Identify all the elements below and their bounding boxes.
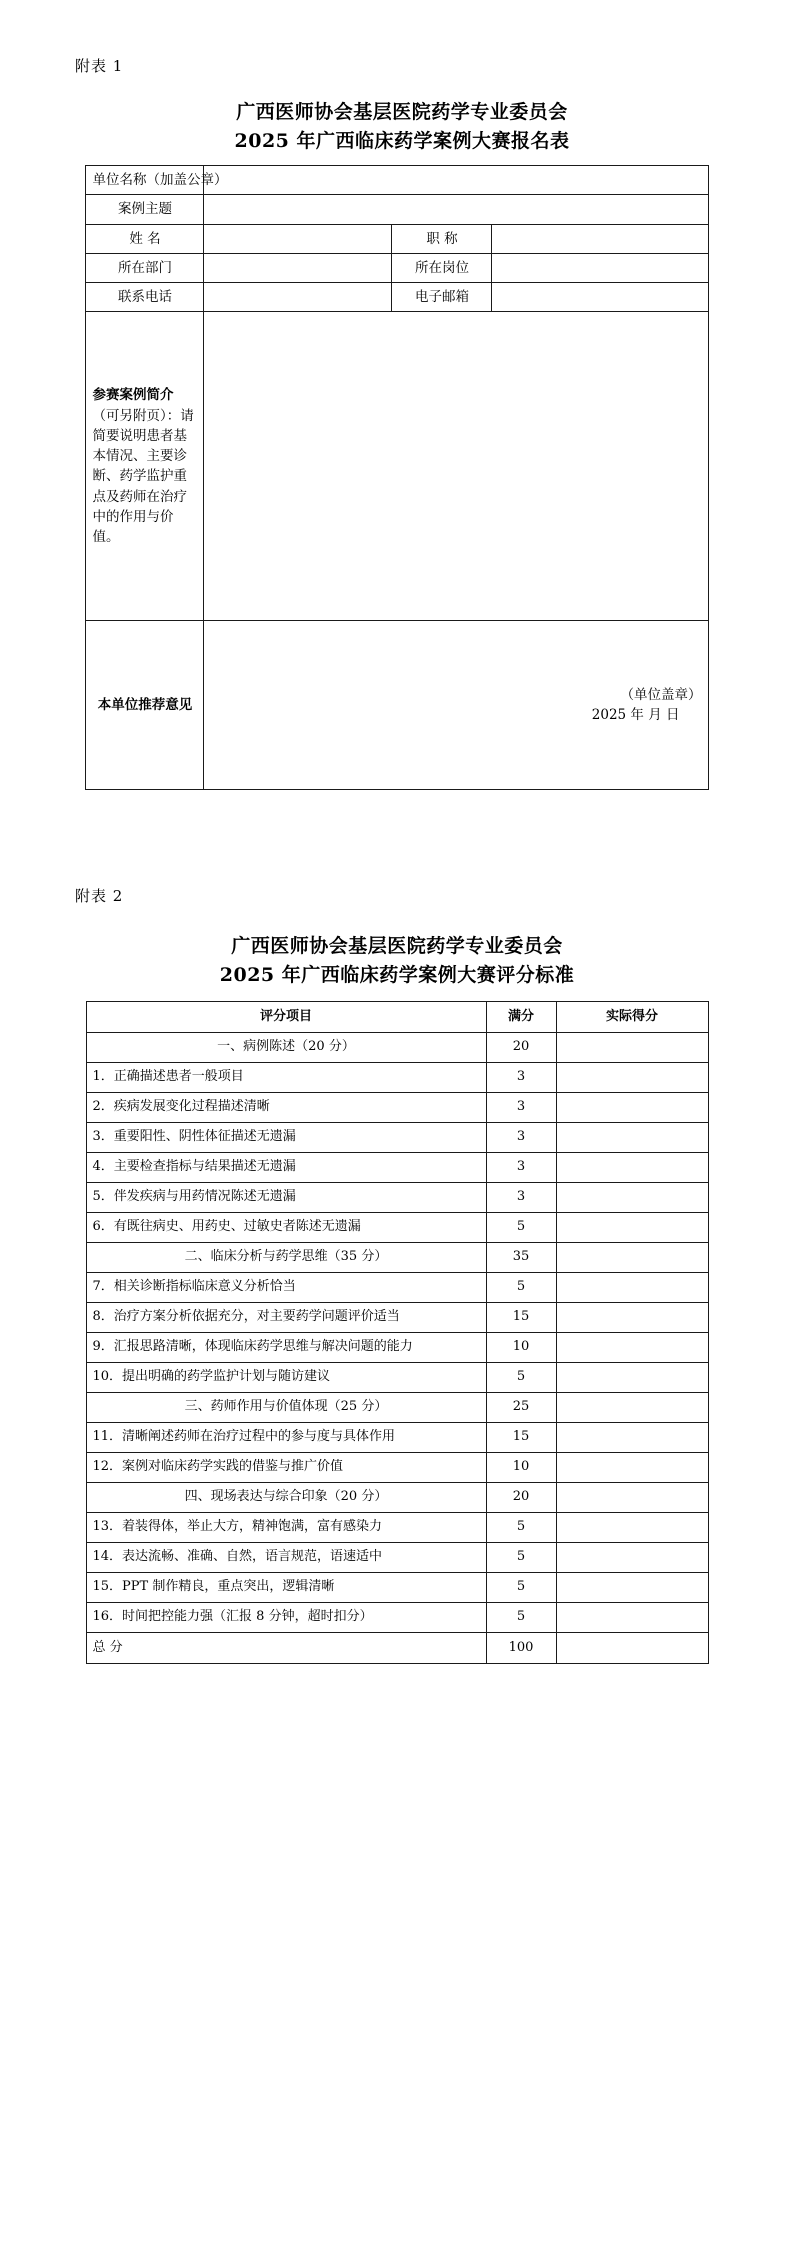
score-full-value: 3 xyxy=(486,1153,556,1183)
score-group-row xyxy=(86,1033,708,1063)
score-actual-value[interactable] xyxy=(556,1123,708,1153)
column-header-item: 评分项目 xyxy=(86,1002,486,1033)
score-item-row xyxy=(86,1093,708,1123)
score-actual-value[interactable] xyxy=(556,1333,708,1363)
field-value-case-topic[interactable] xyxy=(204,195,708,224)
field-label-org-name: 单位名称（加盖公章） xyxy=(86,166,204,195)
score-actual-value[interactable] xyxy=(556,1453,708,1483)
score-item-label: 9．汇报思路清晰，体现临床药学思维与解决问题的能力 xyxy=(86,1333,486,1363)
field-value-title[interactable] xyxy=(492,224,708,253)
table-row xyxy=(86,621,708,790)
field-label-title: 职 称 xyxy=(392,224,492,253)
score-item-label: 6．有既往病史、用药史、过敏史者陈述无遗漏 xyxy=(86,1213,486,1243)
field-value-case-intro[interactable] xyxy=(204,312,708,621)
column-header-full-score: 满分 xyxy=(486,1002,556,1033)
seal-date-text: 2025 年 月 日 xyxy=(591,707,680,724)
score-actual-value[interactable] xyxy=(556,1243,708,1273)
table-header-row xyxy=(86,1002,708,1033)
score-actual-value[interactable] xyxy=(556,1273,708,1303)
score-item-row xyxy=(86,1603,708,1633)
score-actual-value[interactable] xyxy=(556,1513,708,1543)
score-item-label: 10．提出明确的药学监护计划与随访建议 xyxy=(86,1363,486,1393)
score-item-row xyxy=(86,1573,708,1603)
column-header-actual-score: 实际得分 xyxy=(556,1002,708,1033)
registration-form-table xyxy=(85,165,708,790)
score-group-row xyxy=(86,1393,708,1423)
score-group-label: 四、现场表达与综合印象（20 分） xyxy=(86,1483,486,1513)
score-full-value: 5 xyxy=(486,1363,556,1393)
score-item-row xyxy=(86,1333,708,1363)
case-intro-label-rest: （可另附页）：请简要说明患者基本情况、主要诊断、药学监护重点及药师在治疗中的作用与价值。 xyxy=(92,407,194,545)
score-title-line-2: 2025 年广西临床药学案例大赛评分标准 xyxy=(219,963,575,986)
score-actual-value[interactable] xyxy=(556,1153,708,1183)
page-bottom-spacer xyxy=(0,1664,794,1784)
field-value-phone[interactable] xyxy=(204,283,392,312)
scoring-criteria-table xyxy=(86,1001,709,1664)
field-label-position: 所在岗位 xyxy=(392,253,492,282)
score-full-value: 15 xyxy=(486,1303,556,1333)
scoring-rows-body xyxy=(86,1033,708,1633)
score-item-label: 4．主要检查指标与结果描述无遗漏 xyxy=(86,1153,486,1183)
score-item-label: 16．时间把控能力强（汇报 8 分钟，超时扣分） xyxy=(86,1603,486,1633)
score-item-label: 14．表达流畅、准确、自然，语言规范，语速适中 xyxy=(86,1543,486,1573)
score-full-value: 5 xyxy=(486,1213,556,1243)
score-actual-value[interactable] xyxy=(556,1423,708,1453)
total-score-actual[interactable] xyxy=(556,1633,708,1664)
field-value-recommendation[interactable] xyxy=(204,621,708,790)
score-full-value: 25 xyxy=(486,1393,556,1423)
score-full-value: 10 xyxy=(486,1453,556,1483)
score-actual-value[interactable] xyxy=(556,1213,708,1243)
score-item-row xyxy=(86,1273,708,1303)
score-item-row xyxy=(86,1543,708,1573)
field-label-email: 电子邮箱 xyxy=(392,283,492,312)
field-value-org-name[interactable] xyxy=(204,166,708,195)
score-item-label: 5．伴发疾病与用药情况陈述无遗漏 xyxy=(86,1183,486,1213)
score-full-value: 5 xyxy=(486,1603,556,1633)
section-scoring-criteria xyxy=(0,790,794,1664)
score-item-row xyxy=(86,1183,708,1213)
section-registration-form xyxy=(0,0,794,790)
score-item-row xyxy=(86,1153,708,1183)
attachment-label-1: 附表 1 xyxy=(75,57,124,75)
score-actual-value[interactable] xyxy=(556,1393,708,1423)
table-row xyxy=(86,166,708,195)
score-item-row xyxy=(86,1123,708,1153)
score-item-label: 13．着装得体，举止大方，精神饱满，富有感染力 xyxy=(86,1513,486,1543)
score-title-block xyxy=(0,932,794,989)
score-group-row xyxy=(86,1243,708,1273)
score-group-row xyxy=(86,1483,708,1513)
table-row xyxy=(86,312,708,621)
score-item-label: 3．重要阳性、阴性体征描述无遗漏 xyxy=(86,1123,486,1153)
field-value-department[interactable] xyxy=(204,253,392,282)
table-row xyxy=(86,195,708,224)
score-full-value: 10 xyxy=(486,1333,556,1363)
score-full-value: 5 xyxy=(486,1573,556,1603)
score-item-label: 2．疾病发展变化过程描述清晰 xyxy=(86,1093,486,1123)
score-full-value: 5 xyxy=(486,1543,556,1573)
score-full-value: 3 xyxy=(486,1183,556,1213)
field-label-case-topic: 案例主题 xyxy=(86,195,204,224)
score-full-value: 3 xyxy=(486,1093,556,1123)
score-actual-value[interactable] xyxy=(556,1603,708,1633)
score-actual-value[interactable] xyxy=(556,1483,708,1513)
score-item-label: 15．PPT 制作精良，重点突出，逻辑清晰 xyxy=(86,1573,486,1603)
score-actual-value[interactable] xyxy=(556,1033,708,1063)
form-title-block xyxy=(0,98,794,155)
score-item-row xyxy=(86,1513,708,1543)
table-total-row xyxy=(86,1633,708,1664)
score-item-label: 11．清晰阐述药师在治疗过程中的参与度与具体作用 xyxy=(86,1423,486,1453)
score-item-label: 7．相关诊断指标临床意义分析恰当 xyxy=(86,1273,486,1303)
score-full-value: 5 xyxy=(486,1513,556,1543)
total-score-label: 总 分 xyxy=(86,1633,486,1664)
score-actual-value[interactable] xyxy=(556,1363,708,1393)
score-full-value: 5 xyxy=(486,1273,556,1303)
field-label-recommendation xyxy=(86,621,204,790)
score-item-label: 1．正确描述患者一般项目 xyxy=(86,1063,486,1093)
field-value-position[interactable] xyxy=(492,253,708,282)
table-row xyxy=(86,253,708,282)
score-item-label: 12．案例对临床药学实践的借鉴与推广价值 xyxy=(86,1453,486,1483)
field-label-name: 姓 名 xyxy=(86,224,204,253)
score-item-row xyxy=(86,1063,708,1093)
score-full-value: 15 xyxy=(486,1423,556,1453)
score-actual-value[interactable] xyxy=(556,1573,708,1603)
attachment-label-2: 附表 2 xyxy=(75,887,124,906)
form-title-line-2: 2025 年广西临床药学案例大赛报名表 xyxy=(234,129,570,152)
score-actual-value[interactable] xyxy=(556,1303,708,1333)
score-full-value: 35 xyxy=(486,1243,556,1273)
seal-stamp-text: （单位盖章） xyxy=(620,687,702,703)
score-item-row xyxy=(86,1363,708,1393)
score-group-label: 一、病例陈述（20 分） xyxy=(86,1033,486,1063)
score-group-label: 二、临床分析与药学思维（35 分） xyxy=(86,1243,486,1273)
score-item-row xyxy=(86,1303,708,1333)
field-value-email[interactable] xyxy=(492,283,708,312)
field-label-case-intro xyxy=(86,312,204,621)
score-item-row xyxy=(86,1453,708,1483)
table-row xyxy=(86,283,708,312)
score-item-row xyxy=(86,1423,708,1453)
score-full-value: 20 xyxy=(486,1033,556,1063)
field-label-phone: 联系电话 xyxy=(86,283,204,312)
total-score-full: 100 xyxy=(486,1633,556,1664)
score-group-label: 三、药师作用与价值体现（25 分） xyxy=(86,1393,486,1423)
score-actual-value[interactable] xyxy=(556,1093,708,1123)
score-full-value: 20 xyxy=(486,1483,556,1513)
field-label-department: 所在部门 xyxy=(86,253,204,282)
field-value-name[interactable] xyxy=(204,224,392,253)
score-item-label: 8．治疗方案分析依据充分，对主要药学问题评价适当 xyxy=(86,1303,486,1333)
score-full-value: 3 xyxy=(486,1063,556,1093)
recommendation-label-text: 本单位推荐意见 xyxy=(97,697,193,714)
form-title-line-1: 广西医师协会基层医院药学专业委员会 xyxy=(236,101,568,123)
score-full-value: 3 xyxy=(486,1123,556,1153)
case-intro-label-bold: 参赛案例简介 xyxy=(92,387,174,404)
score-item-row xyxy=(86,1213,708,1243)
score-actual-value[interactable] xyxy=(556,1183,708,1213)
score-title-line-1: 广西医师协会基层医院药学专业委员会 xyxy=(231,935,563,958)
score-actual-value[interactable] xyxy=(556,1063,708,1093)
table-row xyxy=(86,224,708,253)
score-actual-value[interactable] xyxy=(556,1543,708,1573)
